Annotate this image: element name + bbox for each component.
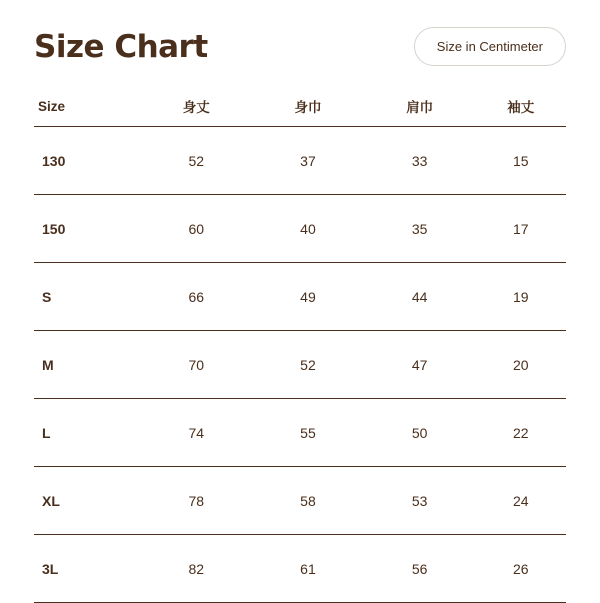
table-row — [34, 331, 566, 399]
row-cell-body-width: 58 — [252, 467, 364, 535]
row-cell-body-width: 40 — [252, 195, 364, 263]
row-cell-shoulder-width: 47 — [364, 331, 476, 399]
page-title: Size Chart — [34, 29, 208, 65]
row-cell-shoulder-width: 53 — [364, 467, 476, 535]
row-size-label: L — [34, 399, 140, 467]
column-header-body-width: 身巾 — [294, 100, 322, 115]
table-row — [34, 195, 566, 263]
row-size-label: S — [34, 263, 140, 331]
row-cell-sleeve-length: 19 — [476, 263, 566, 331]
table-row — [34, 467, 566, 535]
row-cell-body-length: 60 — [140, 195, 252, 263]
column-header-sleeve-length: 袖丈 — [507, 100, 535, 115]
table-row — [34, 399, 566, 467]
row-cell-sleeve-length: 20 — [476, 331, 566, 399]
column-header-size: Size — [38, 98, 66, 114]
row-cell-body-length: 82 — [140, 535, 252, 603]
row-cell-body-length: 52 — [140, 127, 252, 195]
table-row — [34, 535, 566, 603]
row-cell-shoulder-width: 50 — [364, 399, 476, 467]
row-cell-body-length: 66 — [140, 263, 252, 331]
row-cell-body-length: 78 — [140, 467, 252, 535]
row-cell-sleeve-length: 22 — [476, 399, 566, 467]
row-size-label: XL — [34, 467, 140, 535]
column-header-shoulder-width: 肩巾 — [406, 100, 434, 115]
table-body — [34, 127, 566, 603]
row-cell-body-width: 37 — [252, 127, 364, 195]
size-table — [34, 86, 566, 603]
table-header-row — [34, 86, 566, 127]
row-cell-sleeve-length: 26 — [476, 535, 566, 603]
table-row — [34, 263, 566, 331]
row-cell-body-width: 49 — [252, 263, 364, 331]
row-cell-shoulder-width: 44 — [364, 263, 476, 331]
row-cell-shoulder-width: 56 — [364, 535, 476, 603]
row-cell-body-width: 55 — [252, 399, 364, 467]
row-cell-shoulder-width: 35 — [364, 195, 476, 263]
row-cell-sleeve-length: 24 — [476, 467, 566, 535]
row-cell-sleeve-length: 15 — [476, 127, 566, 195]
row-cell-body-width: 61 — [252, 535, 364, 603]
row-cell-body-length: 70 — [140, 331, 252, 399]
header — [34, 0, 566, 86]
column-header-body-length: 身丈 — [182, 100, 210, 115]
row-size-label: 3L — [34, 535, 140, 603]
row-size-label: M — [34, 331, 140, 399]
table-head — [34, 86, 566, 127]
row-cell-shoulder-width: 33 — [364, 127, 476, 195]
row-cell-body-length: 74 — [140, 399, 252, 467]
unit-badge: Size in Centimeter — [414, 27, 566, 66]
table-row — [34, 127, 566, 195]
row-cell-body-width: 52 — [252, 331, 364, 399]
row-cell-sleeve-length: 17 — [476, 195, 566, 263]
row-size-label: 130 — [34, 127, 140, 195]
row-size-label: 150 — [34, 195, 140, 263]
